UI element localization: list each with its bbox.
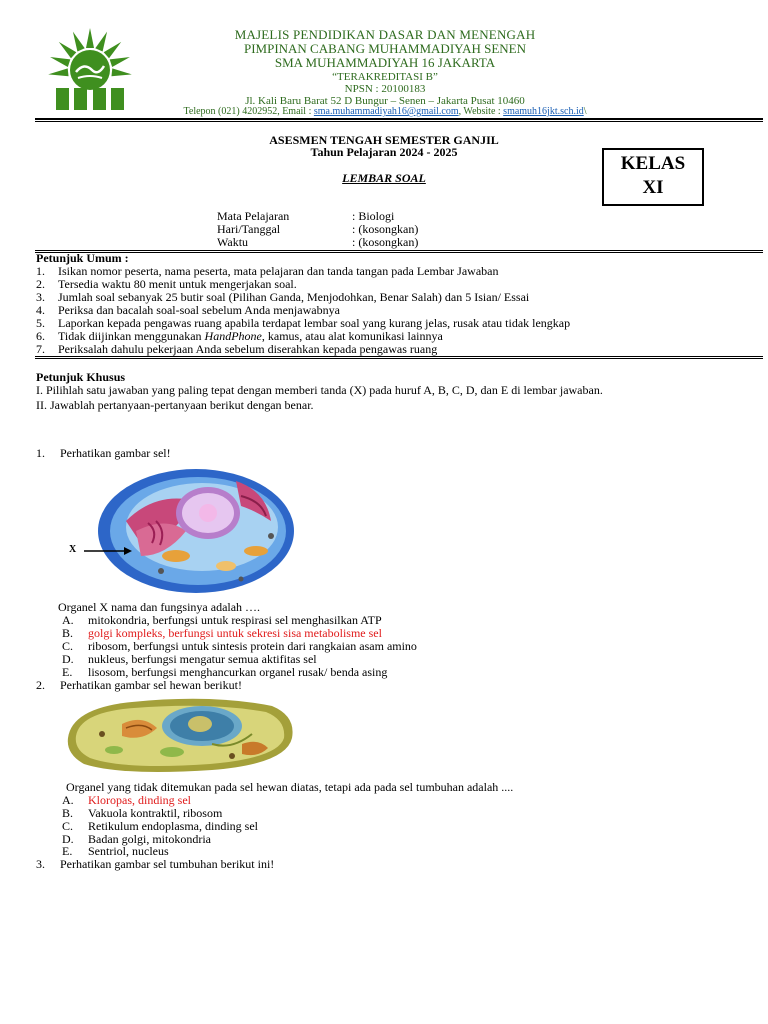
question-2-stem: Organel yang tidak ditemukan pada sel hewan diatas, tetapi ada pada sel tumbuhan adalah .... [66, 780, 514, 794]
header-divider-thick [35, 118, 763, 120]
exam-title: ASESMEN TENGAH SEMESTER GANJIL [269, 133, 499, 147]
question-1-option[interactable]: C. ribosom, berfungsi untuk sintesis protein dari rangkaian asam amino [62, 639, 417, 653]
muhammadiyah-sun-logo-icon [34, 26, 146, 114]
special-item-2: II. Jawablah pertanyaan-pertanyaan berikut dengan benar. [36, 398, 314, 412]
general-item: 6. Tidak diijinkan menggunakan HandPhone, kamus, atau alat komunikasi lainnya [36, 329, 443, 343]
question-1-option[interactable]: A. mitokondria, berfungsi untuk respirasi sel menghasilkan ATP [62, 613, 382, 627]
email-link[interactable]: sma.muhammadiyah16@gmail.com [313, 106, 459, 117]
header-line-1: MAJELIS PENDIDIKAN DASAR DAN MENENGAH [234, 27, 536, 42]
question-3: 3. Perhatikan gambar sel tumbuhan berikut ini! [36, 857, 275, 871]
meta-divider-1 [35, 250, 763, 251]
question-1-option-answer[interactable]: B. golgi kompleks, berfungsi untuk sekresi sisa metabolisme sel [62, 626, 382, 640]
meta-value: : (kosongkan) [352, 235, 419, 249]
exam-year: Tahun Pelajaran 2024 - 2025 [310, 145, 458, 159]
general-item: 7. Periksalah dahulu pekerjaan Anda sebelum diserahkan kepada pengawas ruang [36, 342, 438, 356]
question-2-option[interactable]: E. Sentriol, nucleus [62, 844, 169, 858]
animal-cell-image-1 [66, 461, 298, 597]
meta-divider-2 [35, 252, 763, 253]
question-2: 2. Perhatikan gambar sel hewan berikut! [36, 678, 242, 692]
general-item: 1. Isikan nomor peserta, nama peserta, mata pelajaran dan tanda tangan pada Lembar Jawaban [36, 264, 499, 278]
question-2-option[interactable]: D. Badan golgi, mitokondria [62, 832, 211, 846]
meta-key: Waktu [217, 235, 249, 249]
general-item: 3. Jumlah soal sebanyak 25 butir soal (Pilihan Ganda, Menjodohkan, Benar Salah) dan 5 Isian/ Essai [36, 290, 530, 304]
contact-suffix: \ [583, 106, 587, 117]
special-heading: Petunjuk Khusus [36, 370, 126, 384]
header-line-2: PIMPINAN CABANG MUHAMMADIYAH SENEN [243, 41, 527, 56]
special-item-1: I. Pilihlah satu jawaban yang paling tepat dengan memberi tanda (X) pada huruf A, B, C, D, dan E di lembar jawaban. [36, 383, 603, 397]
question-1-option[interactable]: E. lisosom, berfungsi menghancurkan organel rusak/ benda asing [62, 665, 388, 679]
header-school-name: SMA MUHAMMADIYAH 16 JAKARTA [274, 55, 496, 70]
meta-value: : (kosongkan) [352, 222, 419, 236]
class-box [602, 148, 704, 206]
general-item: 4. Periksa dan bacalah soal-soal sebelum Anda menjawabnya [36, 303, 340, 317]
meta-key: Mata Pelajaran [217, 209, 290, 223]
question-2-option-answer[interactable]: A. Kloropas, dinding sel [62, 793, 191, 807]
question-1: 1. Perhatikan gambar sel! [36, 446, 171, 460]
contact-mid: , Website : [458, 106, 504, 117]
school-logo [34, 26, 146, 114]
question-2-option[interactable]: B. Vakuola kontraktil, ribosom [62, 806, 223, 820]
general-divider-2 [35, 358, 763, 359]
contact-phone: Telepon (021) 4202952, Email : [183, 106, 314, 117]
question-1-option[interactable]: D. nukleus, berfungsi mengatur semua aktifitas sel [62, 652, 317, 666]
header-address: Jl. Kali Baru Barat 52 D Bungur – Senen – Jakarta Pusat 10460 [245, 95, 525, 107]
general-heading: Petunjuk Umum : [36, 251, 129, 265]
meta-time [217, 236, 418, 249]
question-2-option[interactable]: C. Retikulum endoplasma, dinding sel [62, 819, 258, 833]
question-1-stem: Organel X nama dan fungsinya adalah …. [58, 600, 261, 614]
image-label-x: X [69, 544, 77, 555]
meta-value: : Biologi [352, 209, 395, 223]
header-accreditation: “TERAKREDITASI B” [332, 71, 438, 83]
header-divider-thin [35, 121, 763, 122]
general-divider-1 [35, 356, 763, 357]
class-label: KELAS [620, 153, 686, 174]
general-item: 2. Tersedia waktu 80 menit untuk mengerjakan soal. [36, 277, 297, 291]
class-value: XI [642, 177, 664, 198]
sheet-title: LEMBAR SOAL [342, 171, 426, 185]
meta-key: Hari/Tanggal [217, 222, 281, 236]
header-npsn: NPSN : 20100183 [344, 83, 426, 95]
general-item: 5. Laporkan kepada pengawas ruang apabila terdapat lembar soal yang kurang jelas, rusak atau tidak lengkap [36, 316, 571, 330]
animal-cell-image-2 [62, 694, 298, 776]
header-contact [150, 106, 620, 117]
website-link[interactable]: smamuh16jkt.sch.id [503, 106, 584, 117]
